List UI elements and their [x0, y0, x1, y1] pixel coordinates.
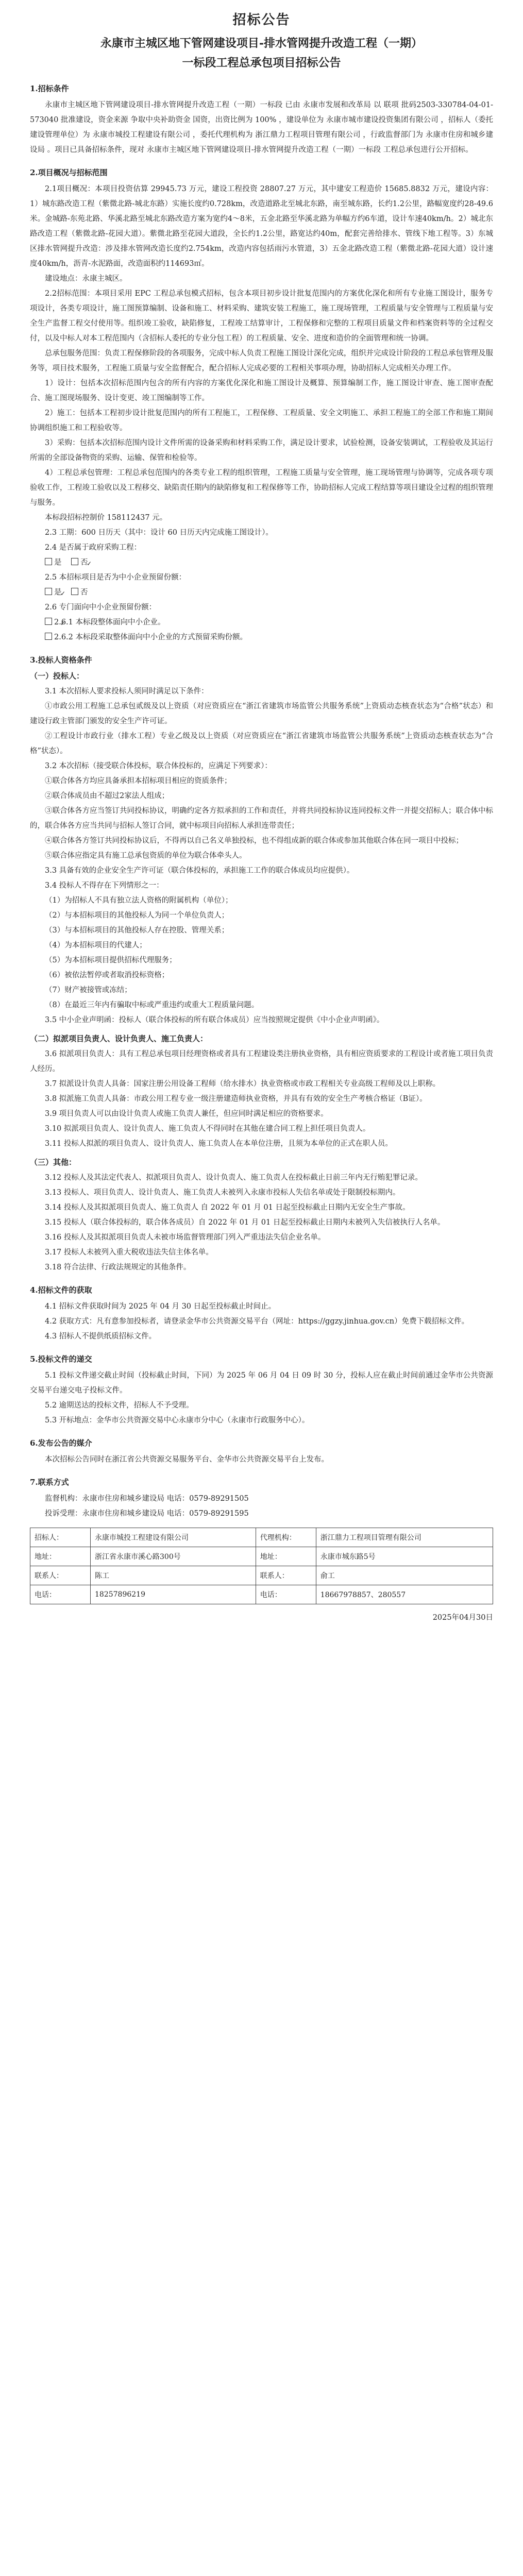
paragraph: 监督机构：永康市住房和城乡建设局 电话：0579-89291505 — [45, 1495, 249, 1503]
option-label: 2.6.2 本标段采取整体面向中小企业的方式预留采购份额。 — [54, 633, 248, 641]
option-label: 是 — [54, 558, 62, 567]
table-cell: 永康市城东路5号 — [316, 1547, 493, 1566]
option-label: 是 — [54, 588, 62, 597]
paragraph: 3.15 投标人（联合体投标的，联合体各成员）自 2022 年 01 月 01 日起至投标截止日期内未被列入失信被执行人名单。 — [45, 1218, 445, 1227]
paragraph: 4.2 获取方式：凡有意参加投标者，请登录金华市公共资源交易平台（网址：https://ggzy.jinhua.gov.cn）免费下载招标文件。 — [45, 1317, 469, 1326]
section-heading-3: 3.投标人资格条件 — [30, 655, 92, 665]
paragraph: 2.6 专门面向中小企业预留份额： — [45, 603, 157, 612]
paragraph: 3.17 投标人未被列入重大税收违法失信主体名单。 — [45, 1248, 213, 1257]
paragraph: ③联合体各方应当签订共同投标协议，明确约定各方拟承担的工作和责任，并将共同投标协议连同投标文件一并提交招标人；联合体中标的，联合体各方应当共同与招标人签订合同，就中标项目向招标人承担连带责任； — [30, 807, 493, 830]
paragraph: 投诉受理：永康市住房和城乡建设局 电话：0579-89291595 — [45, 1510, 249, 1518]
paragraph: 3.16 投标人及其拟派项目负责人未被市场监督管理部门列入严重违法失信企业名单。 — [45, 1233, 326, 1242]
paragraph: 3.2 本次招标（接受联合体投标，联合体投标的，应满足下列要求）： — [45, 762, 272, 770]
paragraph: 5.3 开标地点：金华市公共资源交易中心永康市分中心（永康市行政服务中心）。 — [45, 1416, 310, 1425]
table-cell: 陈工 — [91, 1566, 256, 1585]
paragraph: 1）设计：包括本次招标范围内包含的所有内容的方案优化深化和施工图设计及概算、预算编制工作，施工图设计审查、施工图审查配合、施工图现场服务、设计变更、竣工图编制等工作。 — [30, 379, 493, 402]
section-heading-2: 2.项目概况与招标范围 — [30, 168, 108, 177]
paragraph: 2.3 工期：600 日历天（其中：设计 60 日历天内完成施工图设计）。 — [45, 529, 273, 537]
paragraph: 3.4 投标人不得存在下列情形之一： — [45, 882, 164, 890]
paragraph: （6）被依法暂停或者取消投标资格； — [45, 971, 170, 979]
table-row — [30, 1566, 493, 1585]
paragraph: 3.6 拟派项目负责人：具有工程总承包项目经理资格或者具有工程建设类注册执业资格，具有相应资质要求的工程设计或者施工项目负责人经历。 — [30, 1050, 493, 1073]
paragraph: （2）与本招标项目的其他投标人为同一个单位负责人； — [45, 911, 229, 920]
option-row — [30, 615, 493, 630]
paragraph: 本标段招标控制价 158112437 元。 — [45, 514, 167, 522]
paragraph: 3.8 拟派施工负责人具备：市政公用工程专业一级注册建造师执业资格，并具有有效的安全生产考核合格证（B证）。 — [45, 1095, 427, 1103]
paragraph: 3.11 投标人拟派的项目负责人、设计负责人、施工负责人在本单位注册，且须为本单位的正式在职人员。 — [45, 1140, 393, 1148]
table-cell: 18257896219 — [91, 1585, 256, 1604]
paragraph: 4）工程总承包管理：工程总承包范围内的各类专业工程的组织管理，工程施工质量与安全管理，施工现场管理与协调等，完成各项专项验收工作，工程竣工验收以及工程移交、缺陷责任期内的缺陷修复和工程保修等工作，协助招标人完成工程结算等项目建设全过程的组织管理与服务。 — [30, 469, 493, 507]
table-cell: 俞工 — [316, 1566, 493, 1585]
table-cell: 电话： — [256, 1585, 316, 1604]
question-label: 2.4 是否属于政府采购工程： — [45, 544, 142, 552]
project-title-line2: 一标段工程总承包项目招标公告 — [182, 56, 341, 70]
section-heading-7: 7.联系方式 — [30, 1478, 69, 1487]
option-label: 否 — [80, 588, 88, 597]
paragraph: 3.10 拟派项目负责人、设计负责人、施工负责人不得同时在其他在建合同工程上担任项目负责人。 — [45, 1125, 370, 1133]
checkbox[interactable] — [71, 588, 78, 595]
checkbox[interactable] — [45, 633, 52, 640]
table-cell: 招标人： — [30, 1528, 91, 1547]
section-heading-4: 4.招标文件的获取 — [30, 1285, 92, 1295]
paragraph — [30, 540, 493, 555]
table-cell: 永康市城投工程建设有限公司 — [91, 1528, 256, 1547]
paragraph: 2.1项目概况：本项目投资估算 29945.73 万元，建设工程投资 28807.27 万元，其中建安工程造价 15685.8832 万元，建设内容：1）城东路改造工程（紫微北路-城北东路）实施长度约0.728km，改造道路北至城北东路，南至城东路，长约1.2公里，路幅宽度约28-49.6米。金城路-东苑北路、华溪北路至城北东路改造方案为宽约4～8米，五金北路至华溪北路为单幅方约6车道，设计车速40km/h。2）城北东路改造工程（紫微北路-花园大道）。紫微北路至花园大道段，全长约1.2公里，路宽达约40m，配套完善给排水、管线下地工程等。3）东城区排水管网提升改造：涉及排水管网改造长度约2.754km，改造内容包括雨污水管道，3）五金北路改造工程（紫微北路-花园大道）设计速度40km/h，沥青-水泥路面，改造面积约114693㎡。 — [30, 185, 493, 268]
subsection-heading: （三）其他： — [30, 1158, 77, 1167]
table-cell: 联系人： — [30, 1566, 91, 1585]
section-heading-5: 5.投标文件的递交 — [30, 1354, 92, 1364]
table-cell: 18667978857、280557 — [316, 1585, 493, 1604]
paragraph: ⑤联合体应指定具有施工总承包资质的单位为联合体牵头人。 — [45, 852, 247, 860]
paragraph: 3.9 项目负责人可以由设计负责人或施工负责人兼任，但应同时满足相应的资格要求。 — [45, 1110, 328, 1118]
paragraph: 永康市主城区地下管网建设项目-排水管网提升改造工程（一期）一标段 已由 永康市发展和改革局 以 联项 批码2503-330784-04-01-573040 批准建设，资金来源 争取中央补助资金 国资，出资比例为 100% ，建设单位为 永康市城市建设投资集团有限公司 ，招标人（委托建设管理单位）为 永康市城投工程建设有限公司 ，委托代理机构为 浙江鼎力工程项目管理有限公司 ，行政监督部门为 永康市住房和城乡建设局 。项目已具备招标条件，现对 永康市主城区地下管网建设项目-排水管网提升改造工程（一期）一标段 工程总承包进行公开招标。 — [30, 101, 493, 154]
checkbox[interactable] — [45, 558, 52, 565]
doc-title: 招标公告 — [232, 12, 291, 28]
paragraph: ②联合体成员由不超过2家法人组成； — [45, 792, 170, 800]
checkbox-checked[interactable] — [45, 618, 52, 625]
option-row — [30, 585, 493, 600]
section-heading-1: 1.招标条件 — [30, 84, 69, 93]
question-label: 2.5 本招标项目是否为中小企业预留份额： — [45, 573, 187, 582]
option-row — [30, 630, 493, 645]
paragraph: 3）采购：包括本次招标范围内设计文件所需的设备采购和材料采购工作，满足设计要求，试验检测，设备安装调试，工程验收及其运行所需的全部设备物资的采购、运输、保管和检验等。 — [30, 439, 493, 462]
subsection-heading: （一）投标人： — [30, 671, 85, 681]
paragraph: 3.7 拟派设计负责人具备：国家注册公用设备工程师（给水排水）执业资格或市政工程相关专业高级工程师及以上职称。 — [45, 1080, 441, 1088]
paragraph: ②工程设计市政行业（排水工程）专业乙级及以上资质（对应资质应在“浙江省建筑市场监管公共服务系统”上资质动态核查状态为“合格”状态）。 — [30, 732, 493, 755]
table-cell: 联系人： — [256, 1566, 316, 1585]
paragraph: （7）财产被接管或冻结； — [45, 986, 132, 994]
project-title-line1: 永康市主城区地下管网建设项目-排水管网提升改造工程（一期） — [100, 37, 423, 50]
paragraph: （5）为本招标项目提供招标代理服务； — [45, 956, 177, 964]
paragraph: ①市政公用工程施工总承包贰级及以上资质（对应资质应在“浙江省建筑市场监管公共服务系统”上资质动态核查状态为“合格”状态）和建设行政主管部门颁发的安全生产许可证。 — [30, 702, 493, 725]
table-cell: 浙江鼎力工程项目管理有限公司 — [316, 1528, 493, 1547]
paragraph: 总承包服务范围：负责工程保修阶段的各项服务，完成中标人负责工程施工图设计深化完成，组织并完成设计阶段的工程总承包管理及服务等，项目技术服务，工程施工质量与安全监督配合，配合招标人完成必要的工程相关事项办理，协助招标人完成相关办理工作。 — [30, 349, 493, 372]
paragraph: （1）为招标人不具有独立法人资格的附属机构（单位）； — [45, 896, 233, 905]
paragraph: 2.2招标范围：本项目采用 EPC 工程总承包模式招标，包含本项目初步设计批复范围内的方案优化深化和所有专业施工图设计，服务专项设计，各类专项设计，施工图预算编制、设备和施工、材料采购、建筑安装工程施工，施工现场管理，工程质量与安全管理与工程质量与安全生产监督工程交付使用等。组织竣工验收，缺陷修复，工程竣工结算审计，工程保修和完整的工程项目质量文件和档案资料等的全过程交付，以及中标人对本工程范围内（含招标人委托的专业分包工程）的工程质量、安全、进度和造价的全面管理和统一协调。 — [30, 290, 493, 343]
section-heading-6: 6.发布公告的媒介 — [30, 1438, 92, 1448]
paragraph: ①联合体各方均应具备承担本招标项目相应的资质条件； — [45, 777, 232, 785]
paragraph: 4.3 招标人不提供纸质招标文件。 — [45, 1332, 157, 1341]
paragraph: 3.13 投标人、项目负责人、设计负责人、施工负责人未被列入永康市投标人失信名单或处于限制投标期内。 — [45, 1189, 400, 1197]
table-row — [30, 1585, 493, 1604]
option-label: 2.6.1 本标段整体面向中小企业。 — [54, 618, 165, 626]
table-cell: 代理机构： — [256, 1528, 316, 1547]
table-cell: 电话： — [30, 1585, 91, 1604]
paragraph: 3.3 具备有效的企业安全生产许可证（联合体投标的，承担施工工作的联合体成员均应提供）。 — [45, 867, 355, 875]
paragraph: （3）与本招标项目的其他投标人存在控股、管理关系； — [45, 926, 229, 935]
paragraph: （8）在最近三年内有骗取中标或严重违约或重大工程质量问题。 — [45, 1001, 259, 1009]
checkbox-checked[interactable] — [71, 558, 78, 565]
paragraph: （4）为本招标项目的代建人； — [45, 941, 147, 950]
paragraph: 2）施工：包括本工程初步设计批复范围内的所有工程施工，工程保修、工程质量、安全文明施工、承担工程施工的全部工作和施工期间协调组织施工和工程验收等。 — [30, 409, 493, 432]
subsection-heading: （二）拟派项目负责人、设计负责人、施工负责人： — [30, 1034, 208, 1043]
paragraph: ④联合体各方签订共同投标协议后，不得再以自己名义单独投标，也不得组成新的联合体或参加其他联合体在同一项目中投标； — [45, 837, 463, 845]
paragraph: 3.5 中小企业声明函：投标人（联合体投标的所有联合体成员）应当按照规定提供《中小企业声明函》。 — [45, 1016, 384, 1024]
announcement-date: 2025年04月30日 — [432, 1614, 493, 1622]
paragraph: 3.1 本次招标人要求投标人须同时满足以下条件： — [45, 687, 209, 696]
paragraph: 5.2 逾期送达的投标文件，招标人不予受理。 — [45, 1401, 194, 1410]
table-cell: 地址： — [256, 1547, 316, 1566]
option-row — [30, 555, 493, 570]
paragraph: 建设地点：永康主城区。 — [45, 275, 127, 283]
checkbox-checked[interactable] — [45, 588, 52, 595]
paragraph: 3.12 投标人及其法定代表人、拟派项目负责人、设计负责人、施工负责人在投标截止日前三年内无行贿犯罪记录。 — [45, 1174, 423, 1182]
table-row — [30, 1528, 493, 1547]
table-row — [30, 1547, 493, 1566]
contact-table — [30, 1528, 493, 1604]
paragraph — [30, 570, 493, 585]
paragraph: 3.14 投标人及其拟派项目负责人、施工负责人 自 2022 年 01 月 01 日起至投标截止日期内无安全生产事故。 — [45, 1204, 410, 1212]
table-cell: 地址： — [30, 1547, 91, 1566]
paragraph: 本次招标公告同时在浙江省公共资源交易服务平台、金华市公共资源交易平台上发布。 — [45, 1455, 329, 1464]
paragraph: 3.18 符合法律、行政法规规定的其他条件。 — [45, 1263, 191, 1272]
paragraph: 5.1 投标文件递交截止时间（投标截止时间，下同）为 2025 年 06 月 04 日 09 时 30 分，投标人应在截止时间前通过金华市公共资源交易平台递交电子投标文件。 — [30, 1371, 493, 1395]
paragraph: 4.1 招标文件获取时间为 2025 年 04 月 30 日起至投标截止时间止。 — [45, 1302, 276, 1311]
table-cell: 浙江省永康市溪心路300号 — [91, 1547, 256, 1566]
option-label: 否 — [80, 558, 88, 567]
